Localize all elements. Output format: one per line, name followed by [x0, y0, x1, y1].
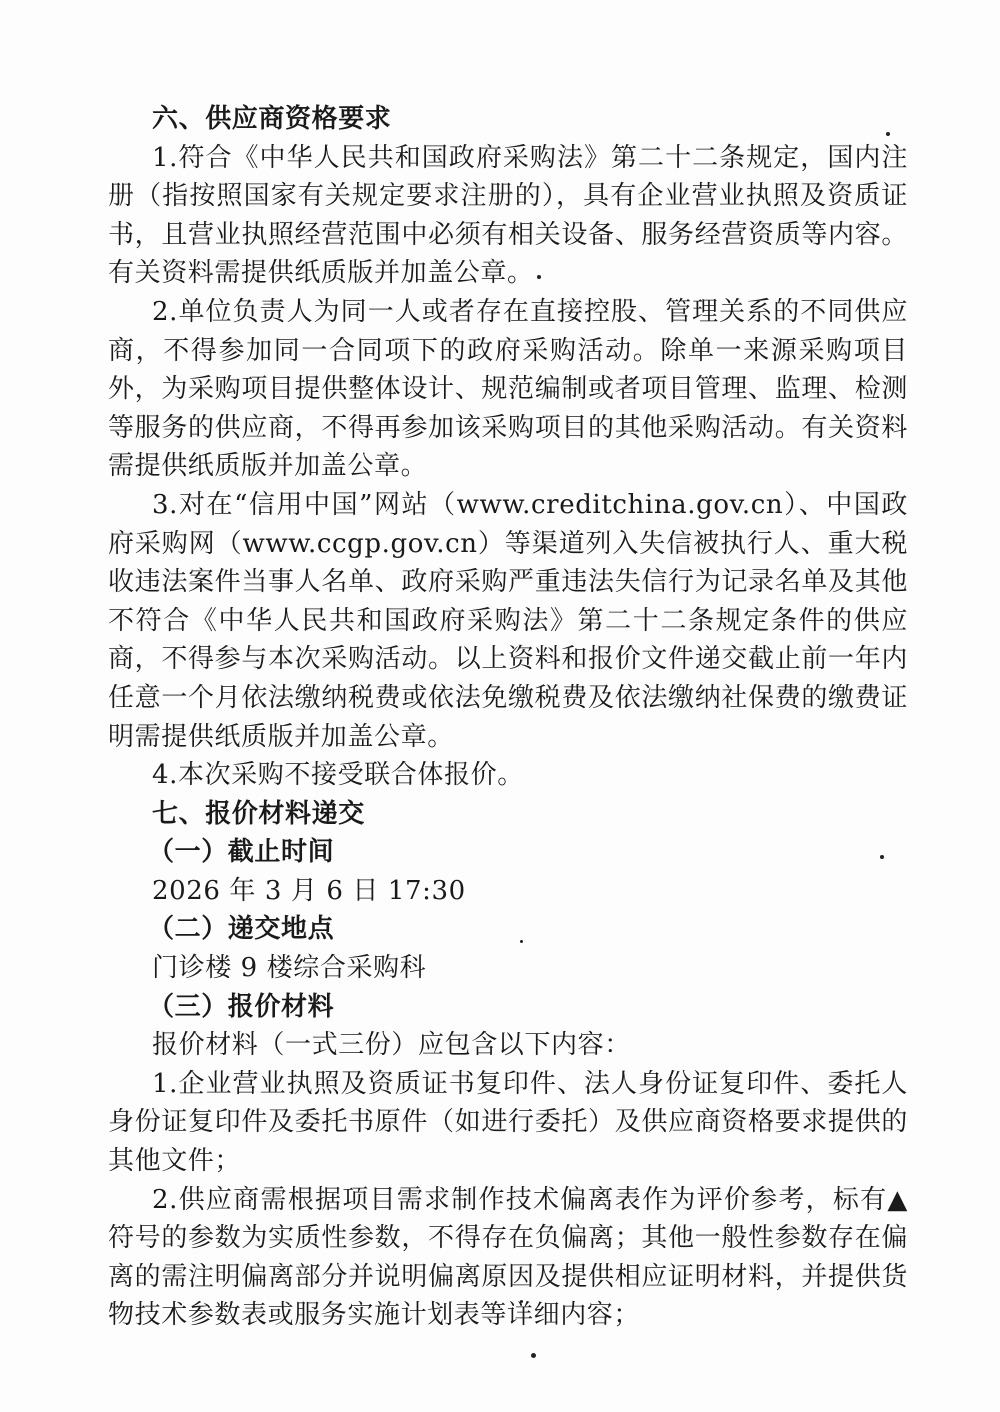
- location-label: （二）递交地点: [148, 914, 335, 945]
- section-6-item-3: 3.对在“信用中国”网站（www.creditchina.gov.cn）、中国政府采购网（www.ccgp.gov.cn）等渠道列入失信被执行人、重大税收违法案件当事人名单、政府采购严重违法失信行为记录名单及其他不符合《中华人民共和国政府采购法》第二十二条规定条件的供应商，不得参与本次采购活动。以上资料和报价文件递交截止前一年内任意一个月依法缴纳税费或依法免缴税费及依法缴纳社保费的缴费证明需提供纸质版并加盖公章。: [108, 489, 908, 752]
- deadline-label: （一）截止时间: [148, 837, 335, 868]
- materials-intro: 报价材料（一式三份）应包含以下内容：: [152, 1030, 631, 1061]
- materials-item-2: 2.供应商需根据项目需求制作技术偏离表作为评价参考，标有▲符号的参数为实质性参数，不得存在负偏离；其他一般性参数存在偏离的需注明偏离部分并说明偏离原因及提供相应证明材料，并提供货物技术参数表或服务实施计划表等详细内容；: [108, 1184, 908, 1331]
- section-7-heading: 七、报价材料递交: [152, 798, 365, 829]
- section-6-item-2: 2.单位负责人为同一人或者存在直接控股、管理关系的不同供应商，不得参加同一合同项下的政府采购活动。除单一来源采购项目外，为采购项目提供整体设计、规范编制或者项目管理、监理、检测等服务的供应商，不得再参加该采购项目的其他采购活动。有关资料需提供纸质版并加盖公章。: [108, 296, 908, 482]
- document-body: [108, 100, 908, 1335]
- location-value: 门诊楼 9 楼综合采购科: [152, 953, 427, 984]
- scan-speck: [531, 1353, 536, 1358]
- section-6-item-4: 4.本次采购不接受联合体报价。: [152, 760, 524, 791]
- section-6-heading: 六、供应商资格要求: [152, 104, 392, 134]
- materials-item-1: 1.企业营业执照及资质证书复印件、法人身份证复印件、委托人身份证复印件及委托书原件（如进行委托）及供应商资格要求提供的其他文件；: [108, 1068, 908, 1177]
- materials-label: （三）报价材料: [148, 991, 335, 1022]
- section-6-item-1: 1.符合《中华人民共和国政府采购法》第二十二条规定，国内注册（指按照国家有关规定要求注册的），具有企业营业执照及资质证书，且营业执照经营范围中必须有相关设备、服务经营资质等内容。有关资料需提供纸质版并加盖公章。: [108, 142, 908, 289]
- deadline-value: 2026 年 3 月 6 日 17:30: [152, 875, 466, 906]
